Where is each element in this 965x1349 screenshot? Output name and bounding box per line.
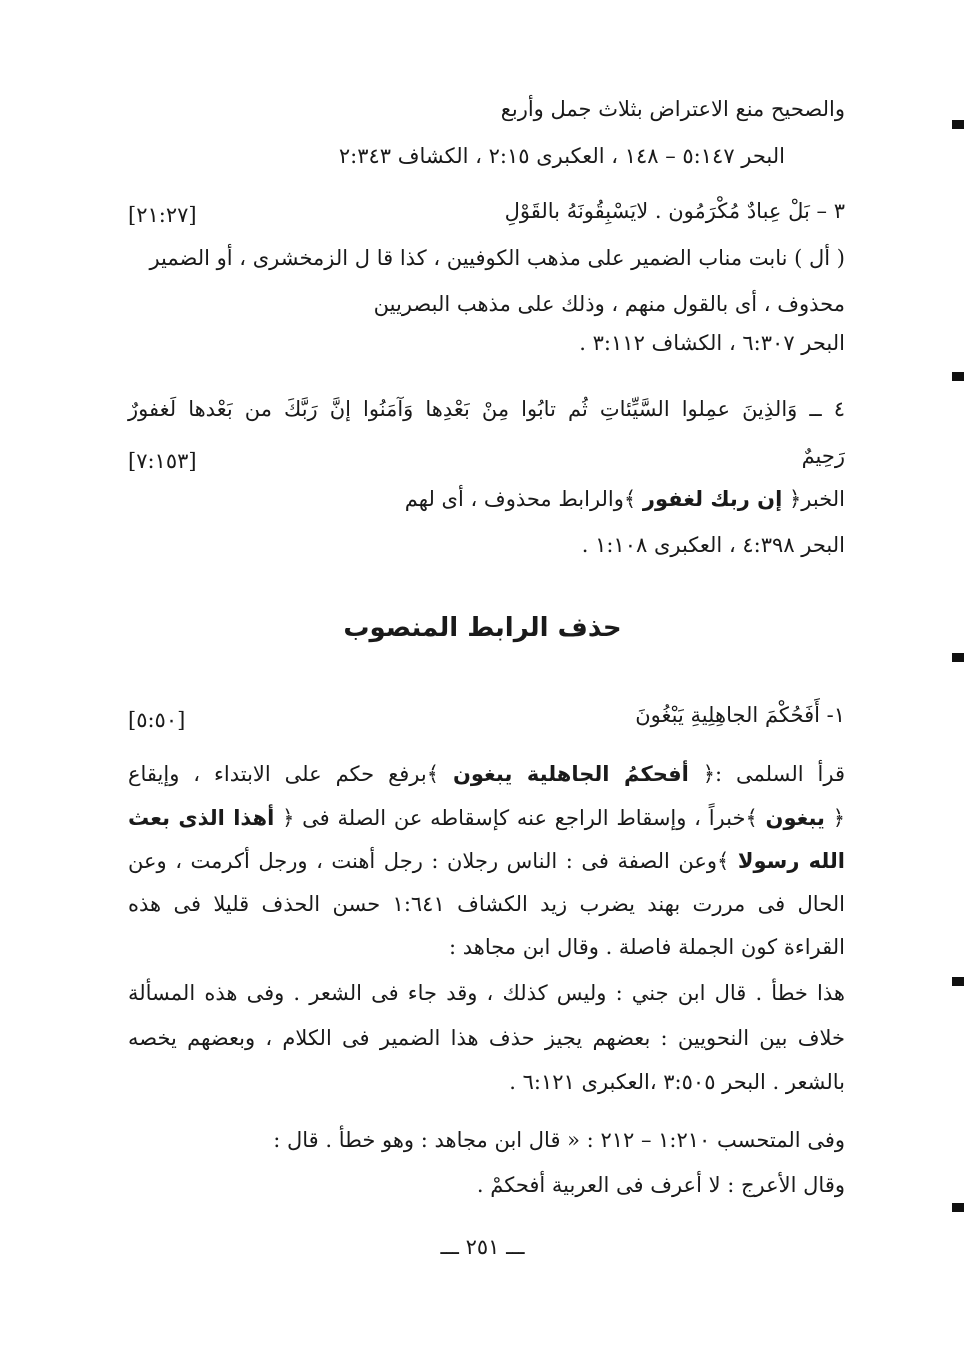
text-line: هذا خطأ . قال ابن جني : وليس كذلك ، وقد جاء فى الشعر . وفى هذه المسألة: [128, 981, 845, 1005]
verse-line: رَحِيمٌ: [801, 444, 845, 468]
quoted-phrase: إن ربك لغفور: [642, 487, 783, 511]
text-line: وفى المتحسب ١:٢١٠ – ٢١٢ : « قال ابن مجاهد : وهو خطأ . قال :: [273, 1128, 845, 1152]
section-heading: حذف الرابط المنصوب: [343, 613, 622, 643]
text-line: ( أل ) نابت مناب الضمير على مذهب الكوفيين ، كذا قا ل الزمخشرى ، أو الضمير: [149, 246, 845, 270]
verse-reference: [٢١:٢٧]: [128, 203, 197, 227]
verse-reference: [٥:٥٠]: [128, 708, 186, 732]
text-line: القراءة كون الجملة فاصلة . وقال ابن مجاهد :: [449, 935, 845, 959]
margin-mark: [952, 653, 964, 662]
text-line: بالشعر . البحر ٣:٥٠٥ ،العكبرى ٦:١٢١ .: [509, 1070, 845, 1094]
text-line: الحال فى مررت بهند يضرب زيد الكشاف ١:٦٤١ حسن الحذف قليلا فى هذه: [128, 892, 845, 916]
text-line: الله رسولا ﴾وعن الصفة فى : الناس رجلان : رجل أهنت ، ورجل أكرمت ، وعن: [128, 849, 845, 873]
margin-mark: [952, 1203, 964, 1212]
citation-line: البحر ٤:٣٩٨ ، العكبرى ١:١٠٨ .: [581, 533, 845, 557]
verse-line: ٤ ــ وَالذِينَ عمِلوا السَّيِّئاتِ ثُم تابُوا مِنْ بَعْدِها وَآمَنُوا إنَّ رَبَّكَ من بَعْدها لَغفورٌ: [128, 397, 845, 421]
text-line: والصحيح منع الاعتراض بثلاث جمل وأربع: [500, 97, 845, 121]
margin-mark: [952, 120, 964, 129]
margin-mark: [952, 372, 964, 381]
verse-reference: [٧:١٥٣]: [128, 449, 197, 473]
text-line: محذوف ، أى بالقول منهم ، وذلك على مذهب البصريين: [373, 292, 845, 316]
margin-mark: [952, 977, 964, 986]
text-line: ﴿ يبغون ﴾خبراً ، وإسقاط الراجع عنه كإسقاطه عن الصلة فى ﴿ أهذا الذى بعث: [128, 806, 846, 830]
verse-line: ٣ – بَلْ عِبادٌ مُكْرَمُون . لايَسْبِقُونَهُ بالقَوْلِ: [504, 199, 845, 223]
quoted-phrase: يبغون: [765, 806, 825, 830]
citation-line: البحر ٥:١٤٧ – ١٤٨ ، العكبرى ٢:١٥ ، الكشاف ٢:٣٤٣: [338, 144, 785, 168]
text-line: وقال الأعرج : لا أعرف فى العربية أفحكمْ .: [476, 1173, 845, 1197]
text-line: الخبر﴿ إن ربك لغفور ﴾والرابط محذوف ، أى لهم: [404, 487, 845, 511]
page-number: ـــ ٢٥١ ـــ: [440, 1235, 525, 1259]
citation-line: البحر ٦:٣٠٧ ، الكشاف ٣:١١٢ .: [579, 331, 845, 355]
quoted-phrase: الله رسولا: [737, 849, 845, 873]
text-line: خلاف بين النحويين : بعضهم يجيز حذف هذا الضمير فى الكلام ، وبعضهم يخصه: [128, 1026, 845, 1050]
verse-line: ١- أَفَحُكْمَ الجاهِلِيةِ يَبْغُونَ: [635, 703, 845, 727]
quoted-phrase: أفحكمُ الجاهلية يبغون: [452, 762, 689, 786]
quoted-phrase: أهذا الذى بعث: [128, 806, 275, 830]
text-line: قرأ السلمى :﴿ أفحكمُ الجاهلية يبغون ﴾برفع حكم على الابتداء ، وإيقاع: [128, 762, 845, 786]
